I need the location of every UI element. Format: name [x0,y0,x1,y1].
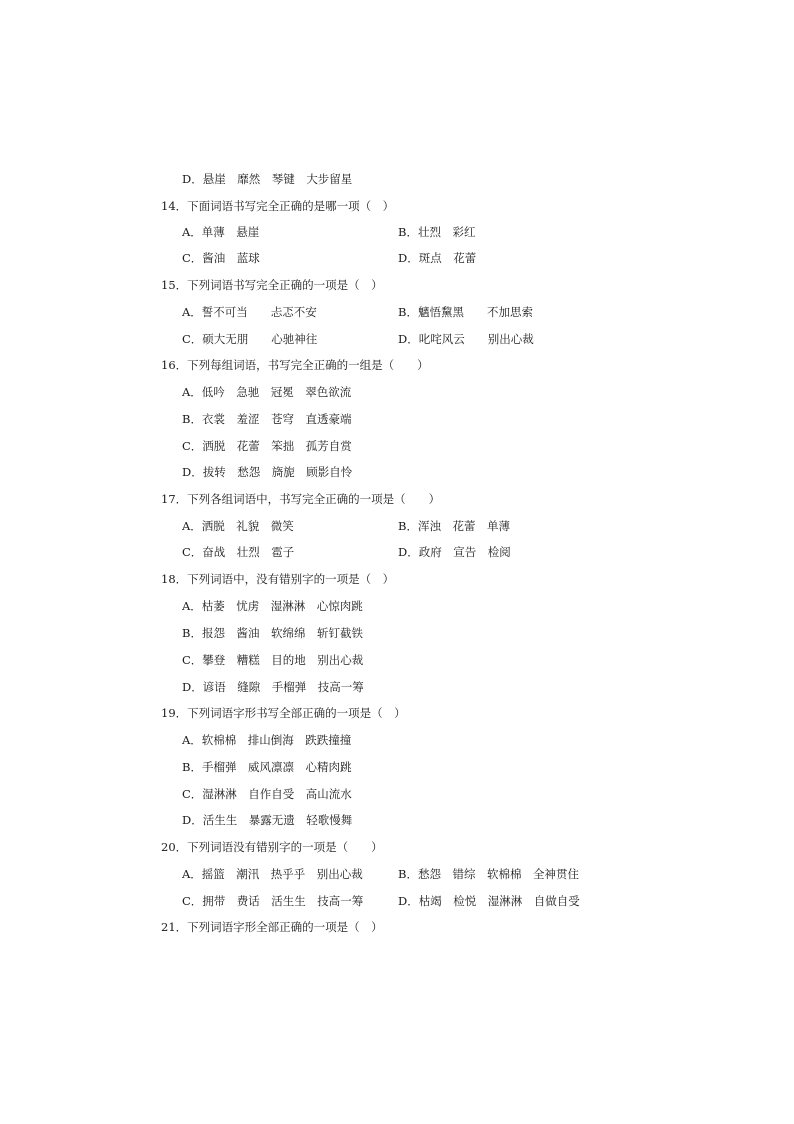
q13-option-d: D．悬崖 靡然 琴键 大步留星 [182,172,353,186]
q15-option-a: A．誓不可当 忐忑不安 [182,305,317,319]
q14-stem: 14．下面词语书写完全正确的是哪一项（ ） [161,199,395,213]
q17-option-d: D．政府 宣告 检阅 [398,545,511,559]
q20-option-c: C．拥带 费话 活生生 技高一筹 [182,894,364,908]
q20-option-a: A．摇篮 潮汛 热乎乎 别出心裁 [182,867,363,881]
q15-option-d: D．叱咤风云 别出心裁 [398,332,534,346]
q20-option-b: B．愁怨 错综 软棉棉 全神贯住 [398,867,579,881]
q18-option-b: B．报怨 酱油 软绵绵 斩钉截铁 [182,626,363,640]
q16-option-d: D．拔转 愁怨 旖旎 顾影自怜 [182,465,353,479]
q19-option-c: C．湿淋淋 自作自受 高山流水 [182,787,352,801]
q17-option-c: C．奋战 壮烈 雹子 [182,545,295,559]
q19-option-b: B．手榴弹 威风凛凛 心精肉跳 [182,760,352,774]
q15-stem: 15．下列词语书写完全正确的一项是（ ） [161,278,383,292]
q18-option-c: C．攀登 糟糕 目的地 别出心裁 [182,653,364,667]
q20-option-d: D．枯竭 检悦 湿淋淋 自做自受 [398,894,580,908]
q16-option-c: C．洒脱 花蕾 笨拙 孤芳自赏 [182,439,352,453]
q14-option-b: B．壮烈 彩红 [398,225,476,239]
q18-stem: 18．下列词语中，没有错别字的一项是（ ） [161,572,395,586]
q18-option-a: A．枯萎 忧虏 湿淋淋 心惊肉跳 [182,599,363,613]
q20-stem: 20．下列词语没有错别字的一项是（ ） [161,840,383,854]
q17-stem: 17．下列各组词语中，书写完全正确的一项是（ ） [161,492,441,506]
q14-option-d: D．斑点 花蕾 [398,251,477,265]
q21-stem: 21．下列词语字形全部正确的一项是（ ） [161,920,383,934]
q16-stem: 16．下列每组词语，书写完全正确的一组是（ ） [161,358,429,372]
q18-option-d: D．谚语 缝隙 手榴弹 技高一筹 [182,680,364,694]
q19-option-a: A．软棉棉 排山倒海 跌跌撞撞 [182,733,352,747]
q16-option-a: A．低吟 急驰 冠冕 翠色欲流 [182,385,352,399]
q19-option-d: D．活生生 暴露无遗 轻歌慢舞 [182,813,353,827]
q19-stem: 19．下列词语字形书写全部正确的一项是（ ） [161,706,406,720]
q15-option-c: C．硕大无朋 心驰神往 [182,332,318,346]
q16-option-b: B．衣裳 羞涩 苍穹 直透豪端 [182,412,352,426]
q17-option-b: B．浑浊 花蕾 单薄 [398,519,510,533]
q14-option-a: A．单薄 悬崖 [182,225,260,239]
q15-option-b: B．魑悟黧黑 不加思索 [398,305,533,319]
q14-option-c: C．酱油 蓝球 [182,251,260,265]
q17-option-a: A．洒脱 礼貌 微笑 [182,519,294,533]
